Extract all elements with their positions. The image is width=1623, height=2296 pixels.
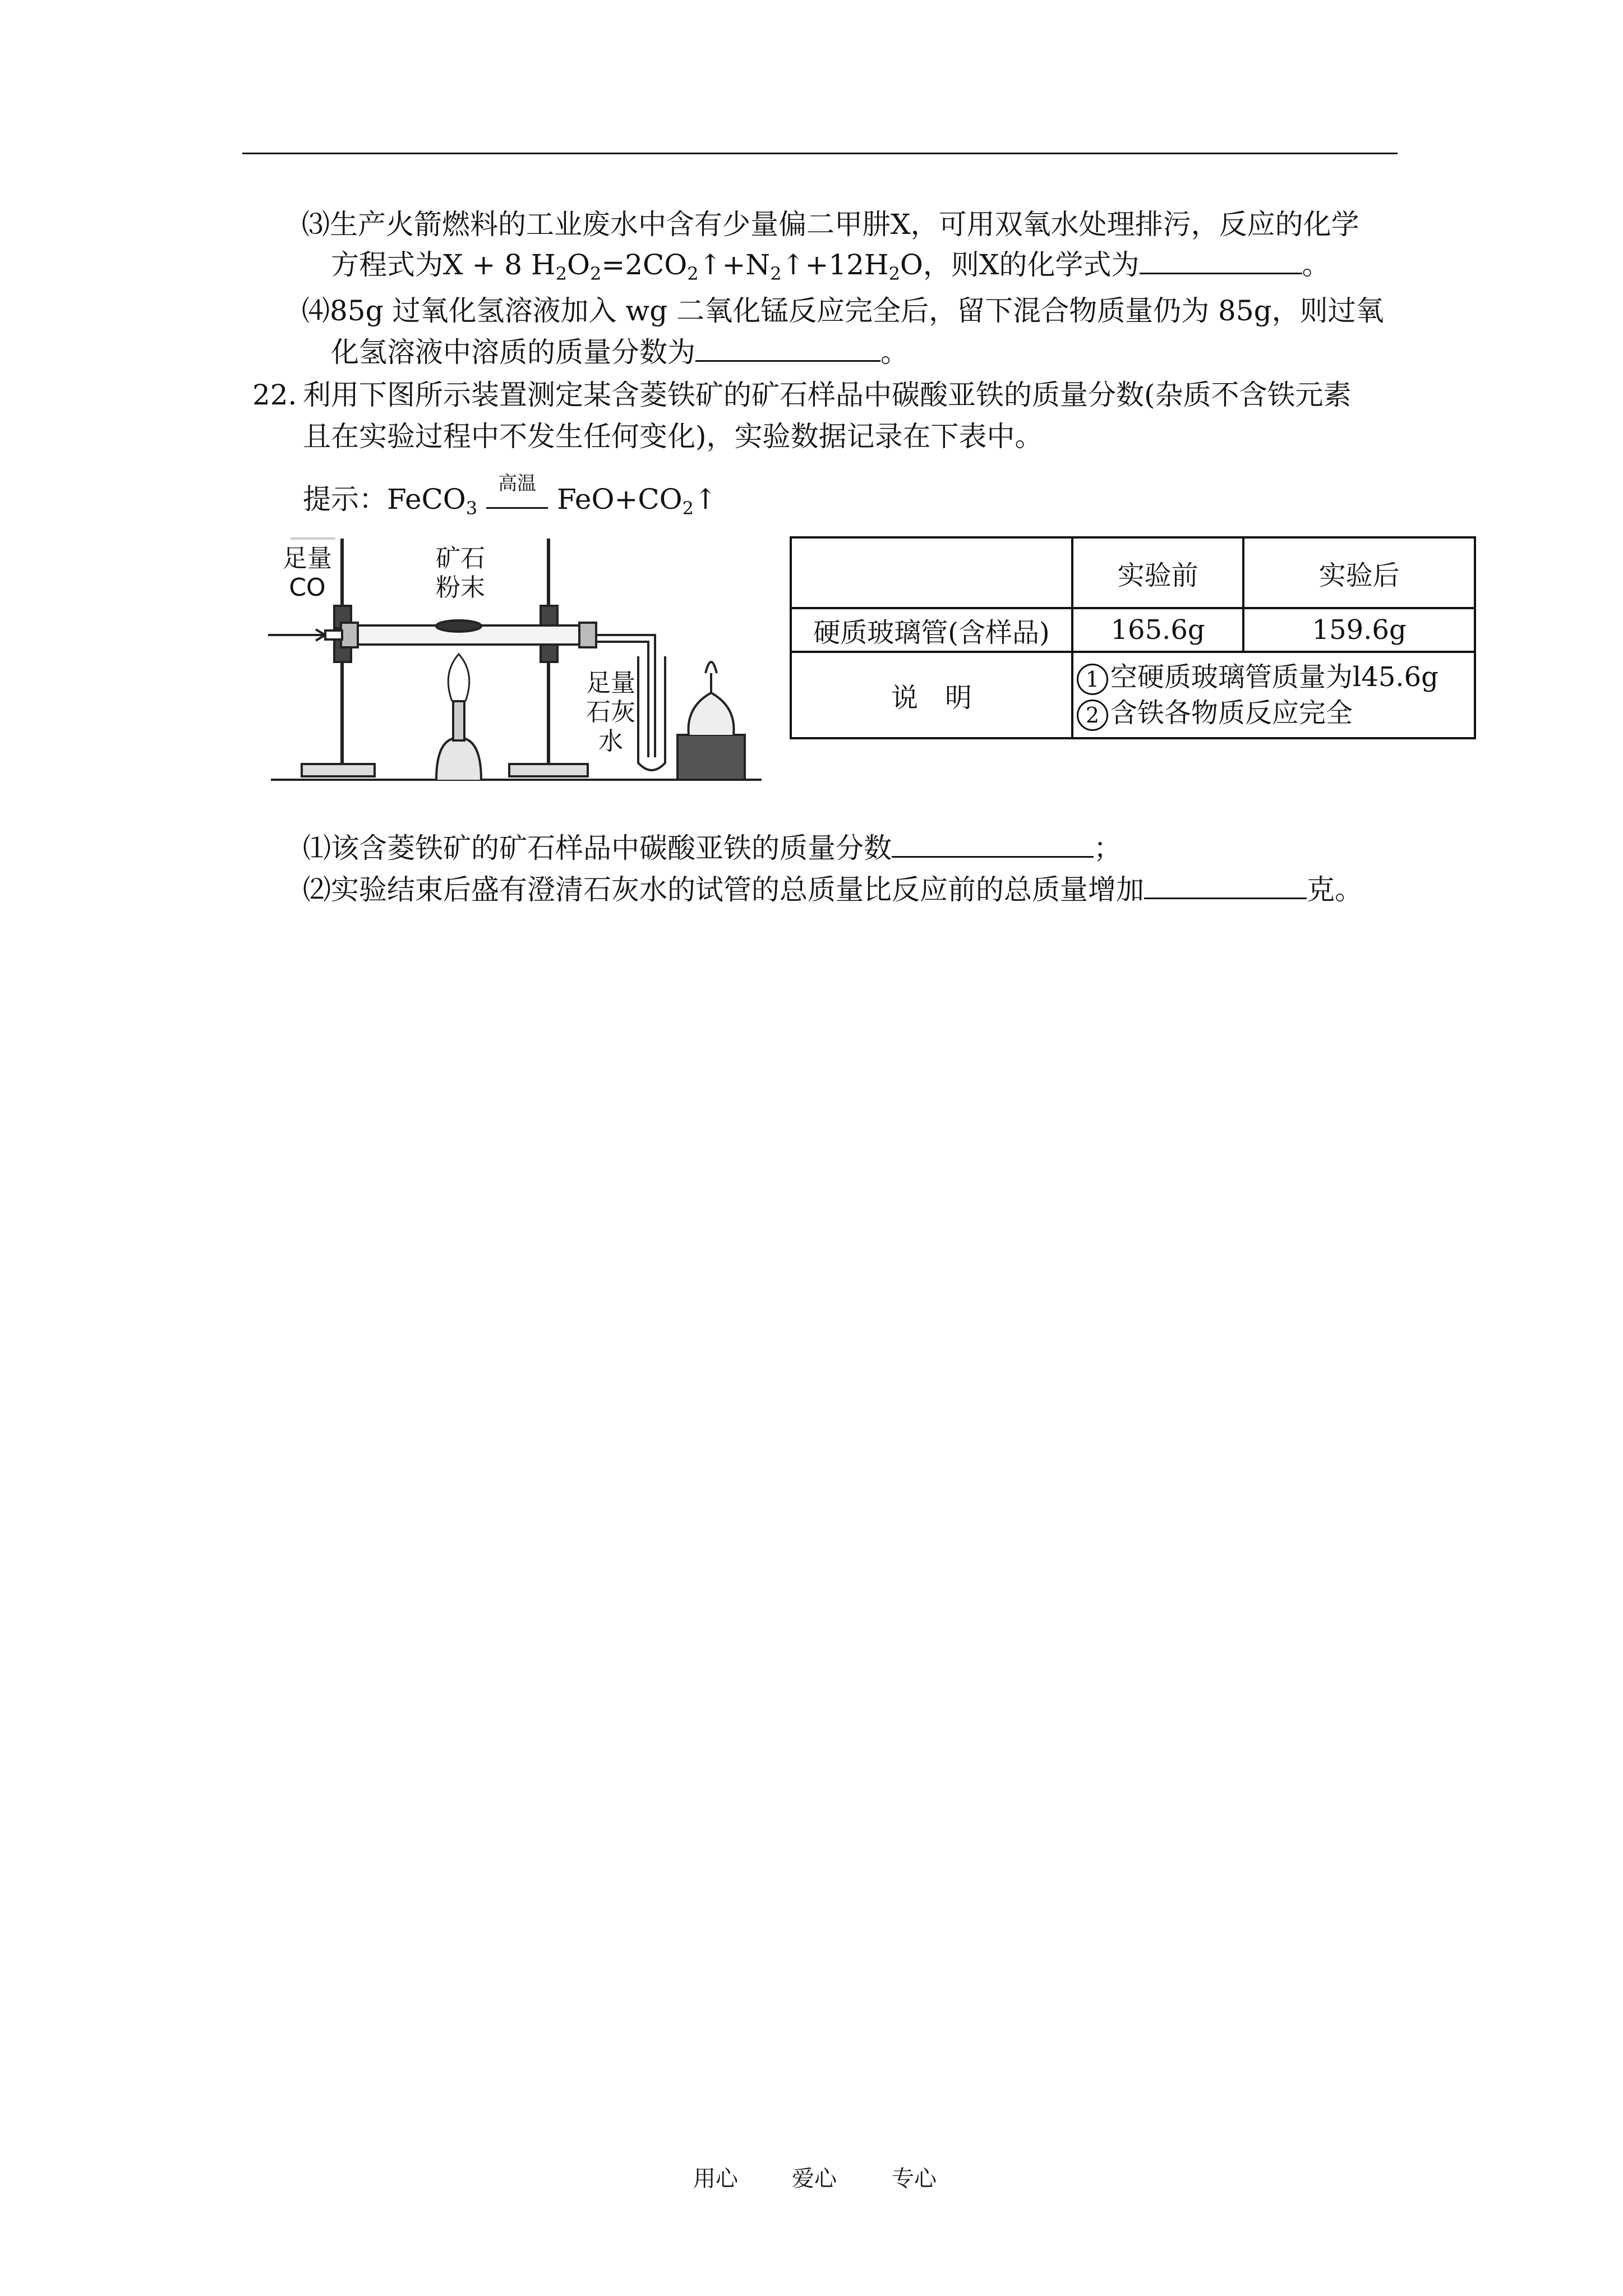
cell-before: 165.6g xyxy=(1072,608,1243,652)
answer-blank[interactable] xyxy=(1140,250,1302,274)
q22-hint: 提示：FeCO$_3$ 高温 $FeO+CO_2↑$ xyxy=(303,472,717,519)
label-co: 足量 CO xyxy=(283,544,332,602)
q21-p3-line1: ⑶生产火箭燃料的工业废水中含有少量偏二甲肼X，可用双氧水处理排污，反应的化学 xyxy=(302,208,1359,241)
table-row xyxy=(791,608,1475,652)
table-corner xyxy=(791,537,1072,608)
footer-text-3: 专心 xyxy=(892,2166,937,2192)
q22-line2: 且在实验过程中不发生任何变化)，实验数据记录在下表中。 xyxy=(303,420,1043,453)
note-1: 1 空硬质玻璃管质量为l45.6g xyxy=(1077,659,1474,695)
label-ore-powder: 矿石 粉末 xyxy=(436,544,485,602)
circled-number: 1 xyxy=(1077,664,1108,695)
subscript: 2 xyxy=(687,263,699,284)
row-label: 硬质玻璃管(含样品) xyxy=(791,608,1072,652)
subscript: 2 xyxy=(888,263,900,284)
q21-p3-line2: 方程式为X + 8 $H_2O_2=2CO_2↑+N_2↑+12H_2O$，则X的化学式为 。 xyxy=(331,249,1330,284)
header-after: 实验后 xyxy=(1243,537,1475,608)
q21-p4-line1: ⑷85g 过氧化氢溶液加入 wg 二氧化锰反应完全后，留下混合物质量仍为 85g，则过氧 xyxy=(302,295,1384,327)
answer-blank[interactable] xyxy=(695,338,880,362)
cell-after: 159.6g xyxy=(1243,608,1475,652)
q22-sub1: ⑴该含菱铁矿的矿石样品中碳酸亚铁的质量分数 ； xyxy=(303,832,1122,864)
q21-p4-line2: 化氢溶液中溶质的质量分数为 。 xyxy=(331,336,909,369)
subscript: 2 xyxy=(682,498,694,519)
q22-number: 22． xyxy=(252,379,316,411)
subscript: 2 xyxy=(555,263,567,284)
q22-line1: 利用下图所示装置测定某含菱铁矿的矿石样品中碳酸亚铁的质量分数(杂质不含铁元素 xyxy=(303,379,1352,411)
footer-text-2: 爱心 xyxy=(792,2166,837,2192)
answer-blank[interactable] xyxy=(1144,875,1307,899)
row-label: 说 明 xyxy=(791,652,1072,738)
table-header-row xyxy=(791,537,1475,608)
q22-sub2: ⑵实验结束后盛有澄清石灰水的试管的总质量比反应前的总质量增加 克。 xyxy=(303,873,1363,906)
circled-number: 2 xyxy=(1077,700,1108,731)
reaction-condition: 高温 xyxy=(486,490,548,509)
subscript: 3 xyxy=(465,498,478,519)
header-rule xyxy=(242,153,1398,154)
notes-cell xyxy=(1072,652,1475,738)
apparatus-drawing xyxy=(268,522,762,791)
subscript: 2 xyxy=(589,263,602,284)
label-limewater: 足量 石灰 水 xyxy=(586,669,635,756)
experiment-table xyxy=(790,536,1476,739)
apparatus-figure xyxy=(268,522,762,791)
answer-blank[interactable] xyxy=(892,834,1094,858)
table-row xyxy=(791,652,1475,738)
footer-text-1: 用心 xyxy=(693,2166,738,2192)
note-2: 2 含铁各物质反应完全 xyxy=(1077,695,1474,731)
header-before: 实验前 xyxy=(1072,537,1243,608)
subscript: 2 xyxy=(770,263,782,284)
